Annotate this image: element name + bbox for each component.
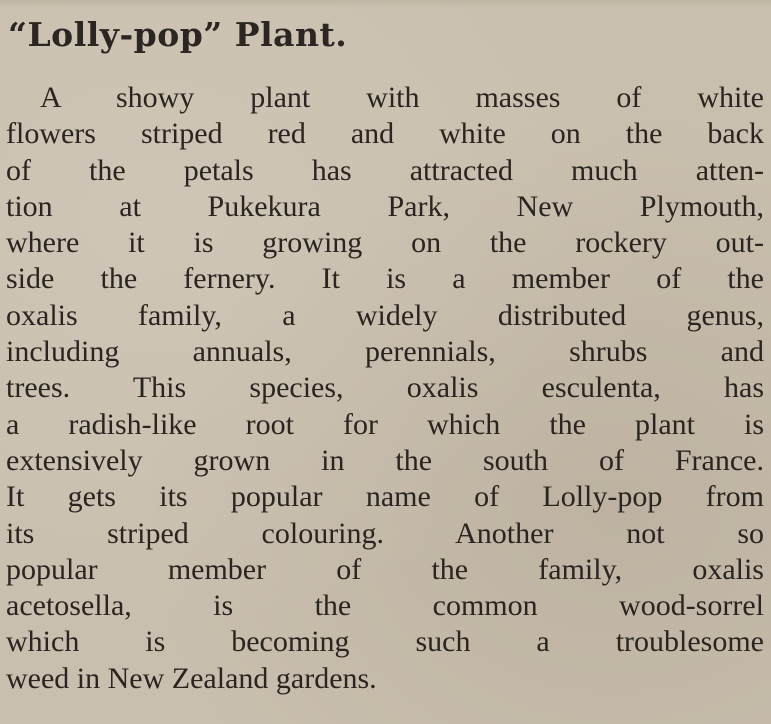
article-line: tion at Pukekura Park, New Plymouth, <box>6 189 764 223</box>
article-line: of the petals has attracted much atten- <box>6 153 764 187</box>
article-line: oxalis family, a widely distributed genus, <box>6 298 764 332</box>
article-line: acetosella, is the common wood-sorrel <box>6 589 764 623</box>
article-line: its striped colouring. Another not so <box>6 516 764 550</box>
article-headline: “Lolly-pop” Plant. <box>8 15 348 54</box>
article-line: A showy plant with masses of white <box>40 81 764 114</box>
article-line: flowers striped red and white on the back <box>6 117 764 151</box>
article-line: popular member of the family, oxalis <box>6 552 764 586</box>
article-line: trees. This species, oxalis esculenta, has <box>6 371 764 405</box>
paper-edge <box>0 0 771 8</box>
article-line: including annuals, perennials, shrubs and <box>6 335 764 369</box>
article-body <box>6 80 764 697</box>
article-line: It gets its popular name of Lolly-pop from <box>6 480 764 514</box>
article-line: which is becoming such a troublesome <box>6 625 764 659</box>
article-line: a radish-like root for which the plant is <box>6 407 764 441</box>
article-line: extensively grown in the south of France. <box>6 443 764 477</box>
article-line: where it is growing on the rockery out- <box>6 226 764 260</box>
article-line: weed in New Zealand gardens. <box>6 661 377 695</box>
article-line: side the fernery. It is a member of the <box>6 262 764 296</box>
